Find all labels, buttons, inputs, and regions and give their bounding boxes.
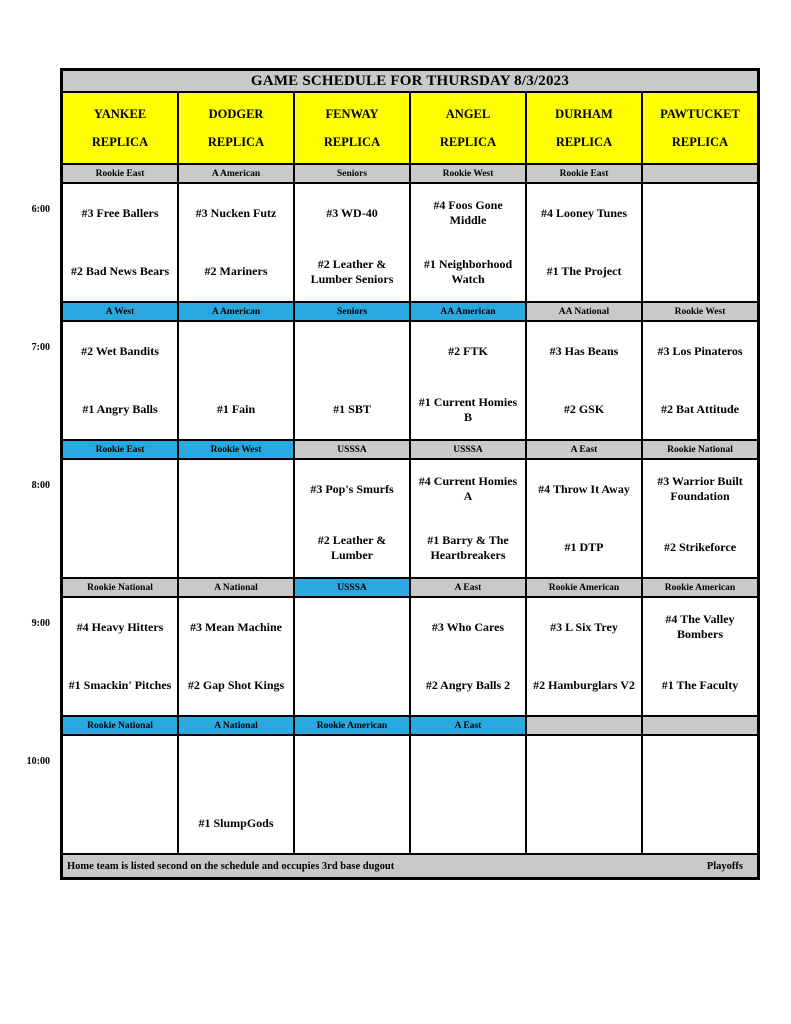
schedule-grid — [63, 93, 757, 853]
away-team: #4 Throw It Away — [538, 481, 630, 496]
home-team: #1 Current Homies B — [418, 394, 518, 424]
away-team: #3 Pop's Smurfs — [310, 481, 394, 496]
league-label: Rookie West — [179, 441, 293, 458]
league-label: AA National — [527, 303, 641, 320]
league-label: A National — [179, 579, 293, 596]
field-header-yankee — [63, 93, 177, 163]
time-label: 10:00 — [26, 756, 50, 767]
time-label: 7:00 — [31, 342, 50, 353]
away-team: #3 Los Pinateros — [657, 343, 743, 358]
game-cell — [179, 460, 293, 577]
field-name: DODGER — [208, 106, 264, 121]
game-cell — [527, 736, 641, 853]
away-team — [295, 322, 409, 381]
league-label — [643, 717, 757, 734]
league-label: A East — [527, 441, 641, 458]
game-cell — [527, 598, 641, 715]
game-cell — [411, 736, 525, 853]
game-cell — [179, 598, 293, 715]
game-cell — [527, 184, 641, 301]
away-team: #3 Mean Machine — [190, 619, 282, 634]
time-label: 9:00 — [31, 618, 50, 629]
home-team — [179, 519, 293, 578]
league-label: A National — [179, 717, 293, 734]
league-label: A American — [179, 165, 293, 182]
league-label: Rookie East — [63, 441, 177, 458]
league-label: Rookie American — [643, 579, 757, 596]
league-label: USSSA — [295, 579, 409, 596]
away-team: #2 Wet Bandits — [81, 343, 159, 358]
away-team — [527, 736, 641, 795]
game-cell — [527, 322, 641, 439]
game-cell — [411, 184, 525, 301]
league-label: Rookie National — [63, 717, 177, 734]
home-team: #1 Angry Balls — [82, 402, 158, 417]
home-team: #2 Leather & Lumber — [317, 532, 387, 562]
league-label: Rookie East — [527, 165, 641, 182]
home-team: #2 Bat Attitude — [661, 402, 739, 417]
game-cell — [643, 598, 757, 715]
league-label: Rookie West — [643, 303, 757, 320]
away-team: #4 Looney Tunes — [540, 205, 628, 220]
home-team: #1 SlumpGods — [198, 816, 274, 831]
away-team — [643, 184, 757, 243]
league-label: A East — [411, 579, 525, 596]
home-team: #2 Strikeforce — [663, 540, 737, 555]
field-header-fenway — [295, 93, 409, 163]
game-cell — [63, 184, 177, 301]
field-header-pawtucket — [643, 93, 757, 163]
away-team: #2 FTK — [448, 343, 488, 358]
home-team: #2 Bad News Bears — [70, 264, 170, 279]
home-team: #1 The Faculty — [661, 678, 739, 693]
home-team: #1 The Project — [546, 264, 622, 279]
field-header-durham — [527, 93, 641, 163]
game-cell — [63, 736, 177, 853]
away-team: #3 Warrior Built Foundation — [657, 474, 743, 504]
league-label: Rookie East — [63, 165, 177, 182]
game-cell — [295, 184, 409, 301]
away-team — [411, 736, 525, 795]
away-team: #4 The Valley Bombers — [665, 612, 735, 642]
home-team — [295, 657, 409, 716]
away-team — [295, 736, 409, 795]
home-team: #2 Angry Balls 2 — [425, 678, 511, 693]
home-team: #2 Mariners — [204, 264, 268, 279]
away-team: #3 Who Cares — [431, 619, 505, 634]
game-cell — [411, 598, 525, 715]
game-cell — [63, 460, 177, 577]
home-team: #1 Barry & The Heartbreakers — [427, 532, 509, 562]
league-label: USSSA — [411, 441, 525, 458]
game-cell — [527, 460, 641, 577]
field-replica-label: REPLICA — [207, 134, 265, 149]
home-team — [527, 795, 641, 854]
league-label: Rookie National — [63, 579, 177, 596]
away-team: #3 Nucken Futz — [195, 205, 277, 220]
game-cell — [63, 322, 177, 439]
league-label: USSSA — [295, 441, 409, 458]
game-cell — [179, 736, 293, 853]
away-team — [295, 598, 409, 657]
game-cell — [411, 322, 525, 439]
league-label: Rookie American — [527, 579, 641, 596]
league-label — [527, 717, 641, 734]
field-name: YANKEE — [93, 106, 147, 121]
away-team — [63, 460, 177, 519]
field-replica-label: REPLICA — [91, 134, 149, 149]
home-team: #2 Leather & Lumber Seniors — [310, 256, 394, 286]
game-cell — [63, 598, 177, 715]
field-name: DURHAM — [555, 106, 613, 121]
home-team: #2 Hamburglars V2 — [533, 678, 635, 693]
game-cell — [643, 460, 757, 577]
home-team: #1 Fain — [216, 402, 256, 417]
game-cell — [179, 184, 293, 301]
away-team: #4 Foos Gone Middle — [433, 198, 503, 228]
league-label: Seniors — [295, 165, 409, 182]
home-team: #1 Neighborhood Watch — [423, 256, 513, 286]
league-label: A American — [179, 303, 293, 320]
away-team: #4 Current Homies A — [418, 474, 518, 504]
league-label: Rookie National — [643, 441, 757, 458]
game-cell — [643, 322, 757, 439]
league-label: Seniors — [295, 303, 409, 320]
away-team — [63, 736, 177, 795]
game-cell — [643, 184, 757, 301]
field-replica-label: REPLICA — [671, 134, 729, 149]
time-label: 8:00 — [31, 480, 50, 491]
home-team: #1 Smackin' Pitches — [68, 678, 172, 693]
league-label: AA American — [411, 303, 525, 320]
home-team — [63, 519, 177, 578]
game-cell — [295, 322, 409, 439]
home-team: #2 GSK — [563, 402, 605, 417]
field-header-angel — [411, 93, 525, 163]
footer-note: Home team is listed second on the schedule and occupies 3rd base dugout — [67, 860, 395, 872]
league-label: Rookie American — [295, 717, 409, 734]
away-team: #3 Has Beans — [549, 343, 619, 358]
league-label: A East — [411, 717, 525, 734]
game-cell — [411, 460, 525, 577]
away-team: #3 Free Ballers — [81, 205, 159, 220]
league-label: Rookie West — [411, 165, 525, 182]
field-name: FENWAY — [325, 106, 379, 121]
away-team — [179, 460, 293, 519]
game-cell — [295, 460, 409, 577]
league-label: A West — [63, 303, 177, 320]
home-team: #2 Gap Shot Kings — [187, 678, 285, 693]
home-team — [295, 795, 409, 854]
home-team — [63, 795, 177, 854]
footer-band — [63, 855, 757, 877]
schedule-table — [60, 68, 760, 880]
field-name: ANGEL — [445, 106, 491, 121]
home-team — [411, 795, 525, 854]
game-cell — [295, 598, 409, 715]
away-team — [179, 322, 293, 381]
away-team: #3 WD-40 — [326, 205, 378, 220]
playoffs-label: Playoffs — [706, 860, 743, 872]
game-cell — [643, 736, 757, 853]
field-replica-label: REPLICA — [439, 134, 497, 149]
home-team: #1 SBT — [333, 402, 371, 417]
game-cell — [295, 736, 409, 853]
field-replica-label: REPLICA — [323, 134, 381, 149]
away-team — [643, 736, 757, 795]
home-team: #1 DTP — [564, 540, 604, 555]
field-replica-label: REPLICA — [555, 134, 613, 149]
away-team — [179, 736, 293, 795]
league-label — [643, 165, 757, 182]
home-team — [643, 795, 757, 854]
schedule-title: GAME SCHEDULE FOR THURSDAY 8/3/2023 — [63, 71, 757, 91]
field-name: PAWTUCKET — [660, 106, 740, 121]
home-team — [643, 243, 757, 302]
game-cell — [179, 322, 293, 439]
field-header-dodger — [179, 93, 293, 163]
away-team: #3 L Six Trey — [550, 619, 618, 634]
time-label: 6:00 — [31, 204, 50, 215]
away-team: #4 Heavy Hitters — [76, 619, 164, 634]
